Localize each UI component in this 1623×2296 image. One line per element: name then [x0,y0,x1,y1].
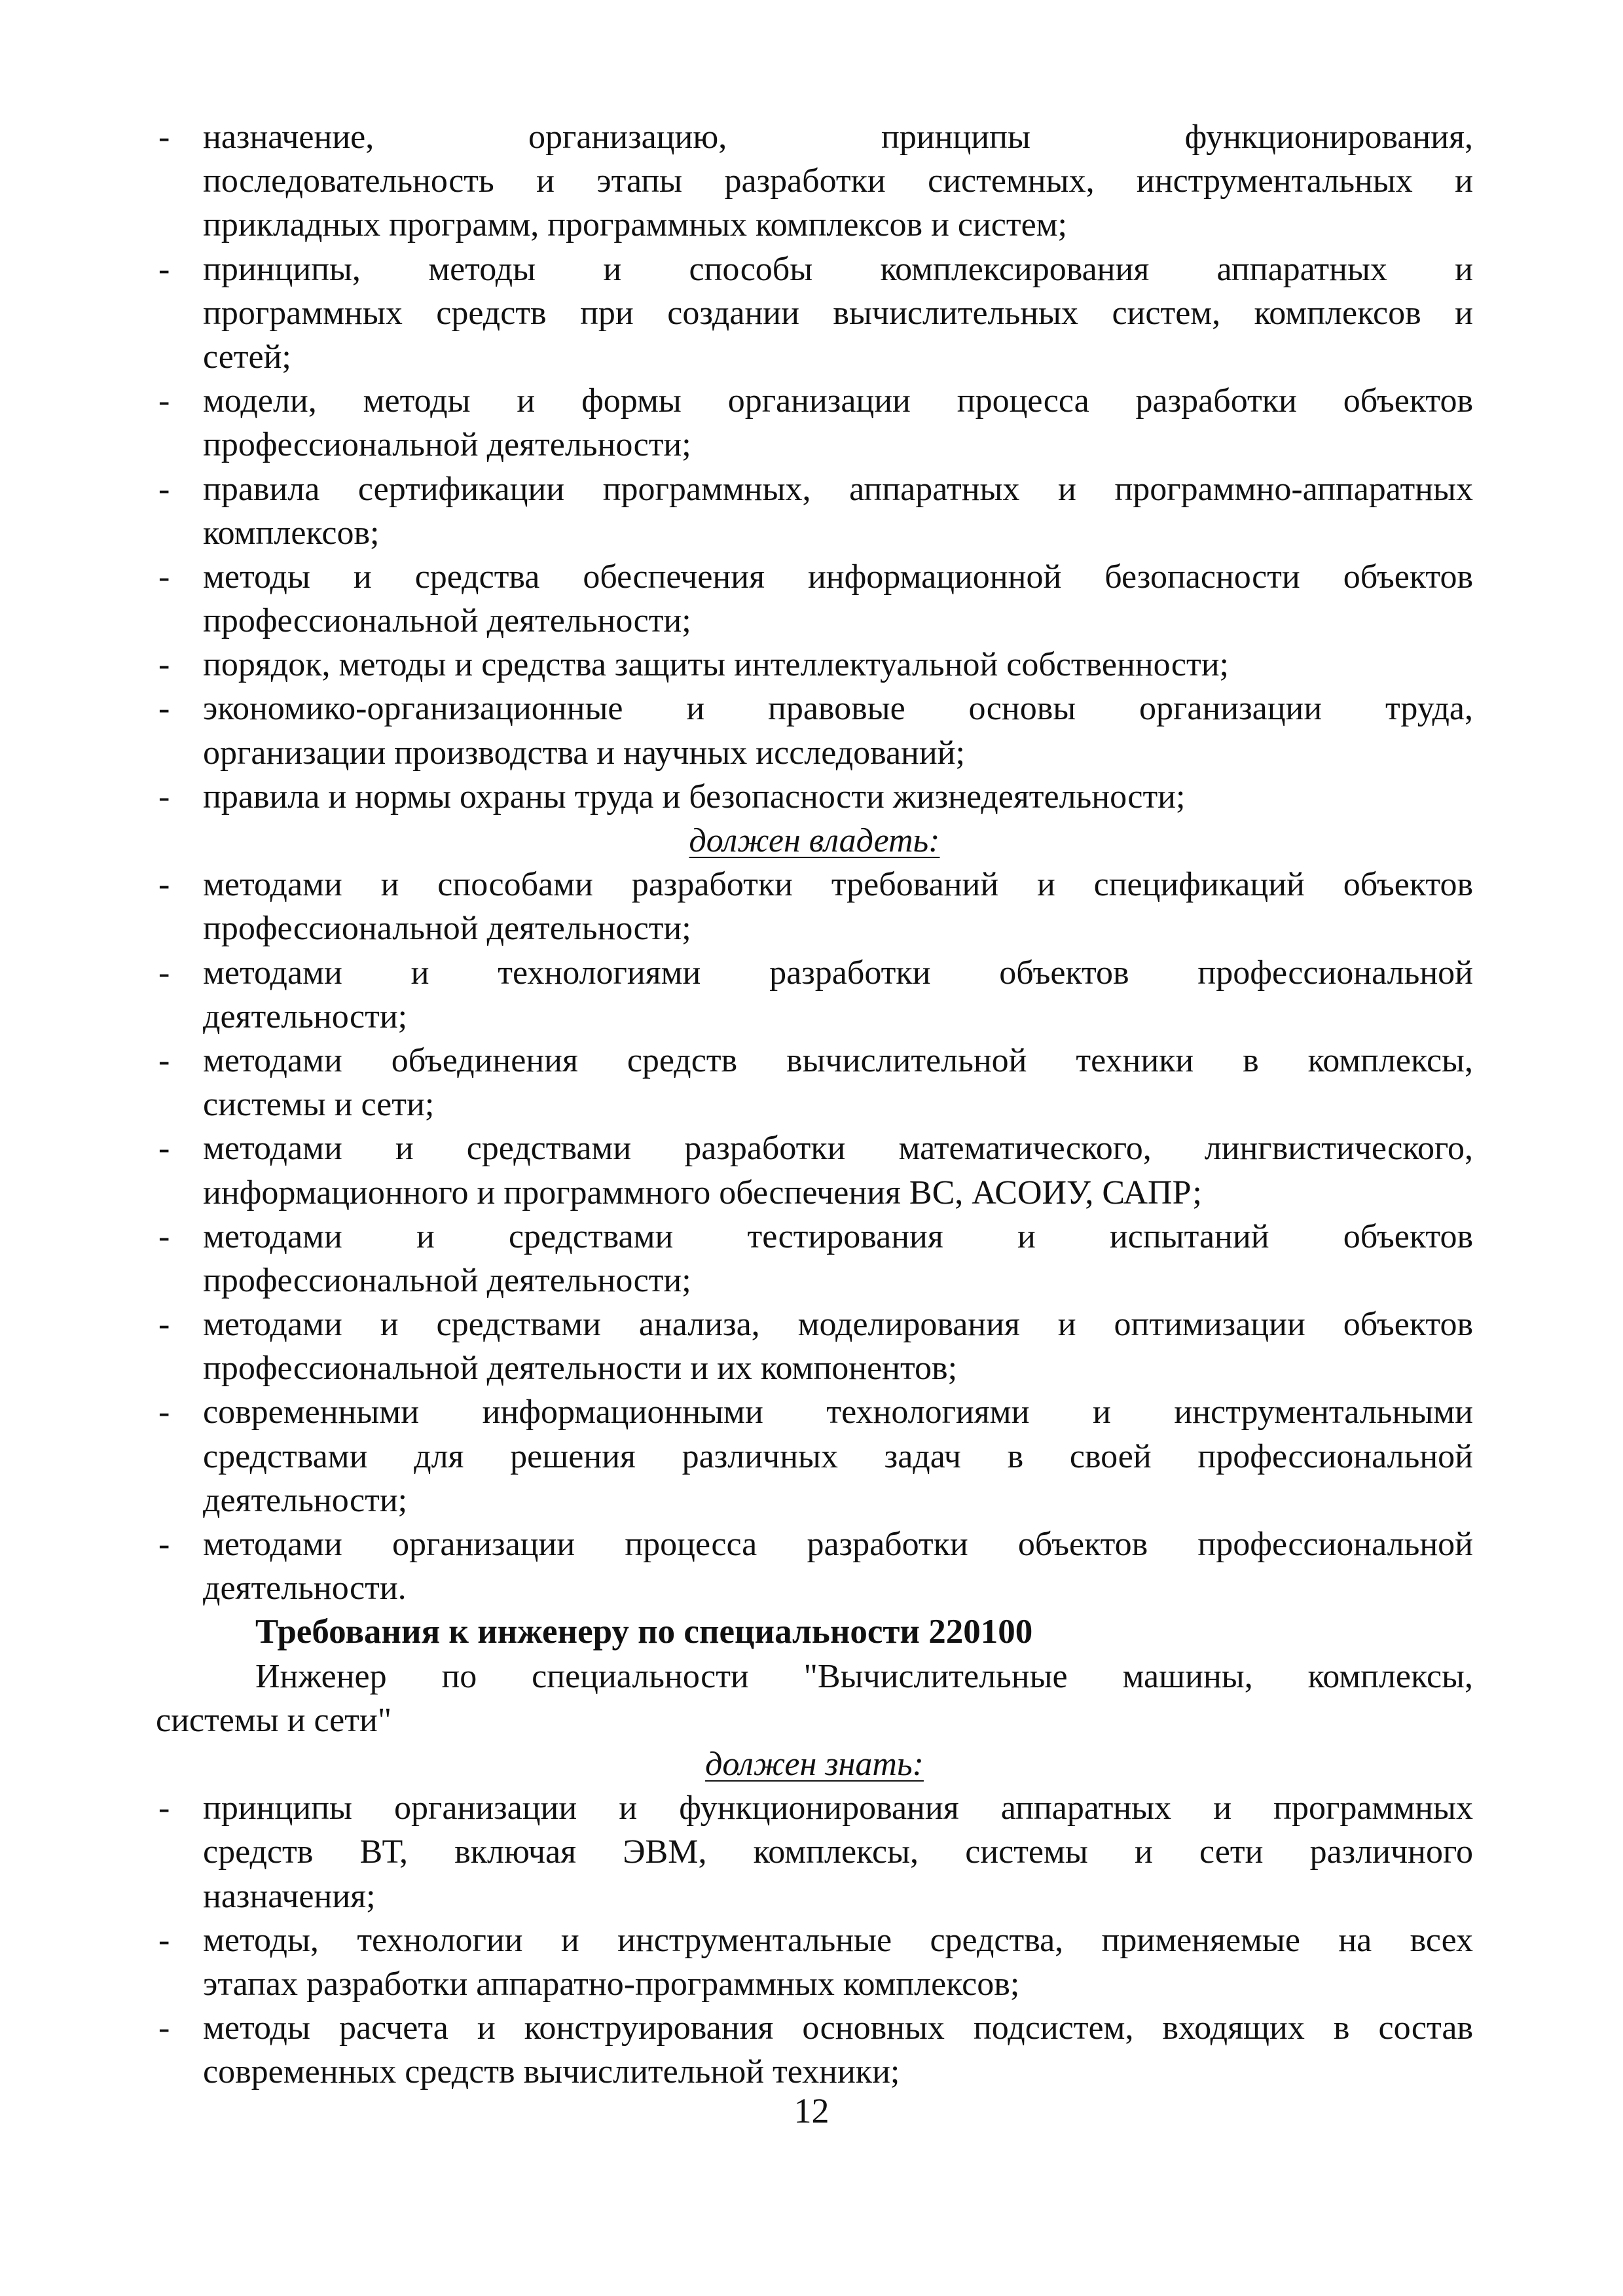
list-section-engineer-knowledge [156,1786,1473,2094]
list-item-line: - методами и способами разработки требований и спецификаций объектов [156,863,1473,906]
list-item-line: профессиональной деятельности; [203,602,691,640]
list-item [156,775,1473,819]
list-item-line: системы и сети; [203,1086,435,1124]
list-item-line: - методы, технологии и инструментальные средства, применяемые на всех [156,1918,1473,1962]
list-item [156,1126,1473,1214]
list-item-line: назначения; [203,1877,376,1915]
list-item-line: - методами и средствами тестирования и испытаний объектов [156,1215,1473,1259]
list-item [156,115,1473,247]
list-item [156,1786,1473,1918]
list-item-line: прикладных программ, программных комплексов и систем; [203,206,1068,244]
list-item [156,2006,1473,2094]
list-item [156,643,1473,687]
list-item-line: - принципы, методы и способы комплексирования аппаратных и [156,247,1473,291]
list-item-line: - правила и нормы охраны труда и безопасности жизнедеятельности; [156,775,1473,819]
list-item [156,467,1473,555]
list-item-line: - принципы организации и функционирования аппаратных и программных [156,1786,1473,1830]
list-item-line: современных средств вычислительной техники; [203,2053,900,2091]
list-item [156,687,1473,774]
subheading-must-master [156,819,1473,863]
subheading-text: должен знать: [705,1745,924,1783]
list-item-line: - методами объединения средств вычислительной техники в комплексы, [156,1039,1473,1083]
intro-line-2: системы и сети" [156,1701,392,1739]
list-item-line: - методы расчета и конструирования основных подсистем, входящих в состав [156,2006,1473,2050]
list-item-line: профессиональной деятельности; [203,426,691,464]
list-item-line: - методами и средствами разработки математического, лингвистического, [156,1126,1473,1170]
subheading-must-know [156,1742,1473,1786]
list-item-line: организации производства и научных исследований; [203,734,965,772]
list-item-line: - методами и технологиями разработки объектов профессиональной [156,951,1473,995]
list-item-line: - методы и средства обеспечения информационной безопасности объектов [156,555,1473,599]
document-page [156,115,1473,2094]
intro-line-1: Инженер по специальности "Вычислительные машины, комплексы, [255,1657,1473,1695]
list-item-line: средствами для решения различных задач в своей профессиональной [203,1437,1473,1475]
list-item-line: - современными информационными технологиями и инструментальными [156,1390,1473,1434]
section-heading: Требования к инженеру по специальности 220100 [255,1613,1033,1651]
list-item [156,247,1473,380]
list-item-line: профессиональной деятельности; [203,910,691,948]
list-item-line: последовательность и этапы разработки системных, инструментальных и [203,162,1473,200]
list-item-line: сетей; [203,338,291,376]
list-item-line: - экономико-организационные и правовые основы организации труда, [156,687,1473,730]
page-number: 12 [793,2091,830,2130]
list-item-line: - методами и средствами анализа, моделирования и оптимизации объектов [156,1302,1473,1346]
list-item-line: - назначение, организацию, принципы функционирования, [156,115,1473,159]
list-item [156,1039,1473,1126]
list-item-line: деятельности; [203,997,408,1035]
list-item-line: комплексов; [203,514,380,552]
list-section-knowledge [156,115,1473,819]
list-item-line: - порядок, методы и средства защиты интеллектуальной собственности; [156,643,1473,687]
list-item-line: - правила сертификации программных, аппаратных и программно-аппаратных [156,467,1473,511]
list-item [156,555,1473,643]
list-item [156,1918,1473,2006]
list-item-line: средств ВТ, включая ЭВМ, комплексы, системы и сети различного [203,1833,1473,1871]
list-item-line: этапах разработки аппаратно-программных комплексов; [203,1965,1020,2003]
list-section-skills [156,863,1473,1610]
subheading-text: должен владеть: [689,822,940,859]
list-item-line: деятельности. [203,1570,407,1607]
list-item [156,1522,1473,1610]
list-item-line: - модели, методы и формы организации процесса разработки объектов [156,379,1473,423]
list-item-line: профессиональной деятельности; [203,1261,691,1299]
list-item-line: информационного и программного обеспечения ВС, АСОИУ, САПР; [203,1174,1202,1211]
list-item [156,863,1473,950]
list-item [156,1390,1473,1522]
list-item-line: программных средств при создании вычислительных систем, комплексов и [203,294,1473,332]
list-item [156,379,1473,467]
list-item [156,1302,1473,1390]
list-item-line: профессиональной деятельности и их компонентов; [203,1350,958,1388]
list-item-line: - методами организации процесса разработки объектов профессиональной [156,1522,1473,1566]
list-item-line: деятельности; [203,1481,408,1519]
list-item [156,1215,1473,1302]
list-item [156,951,1473,1039]
